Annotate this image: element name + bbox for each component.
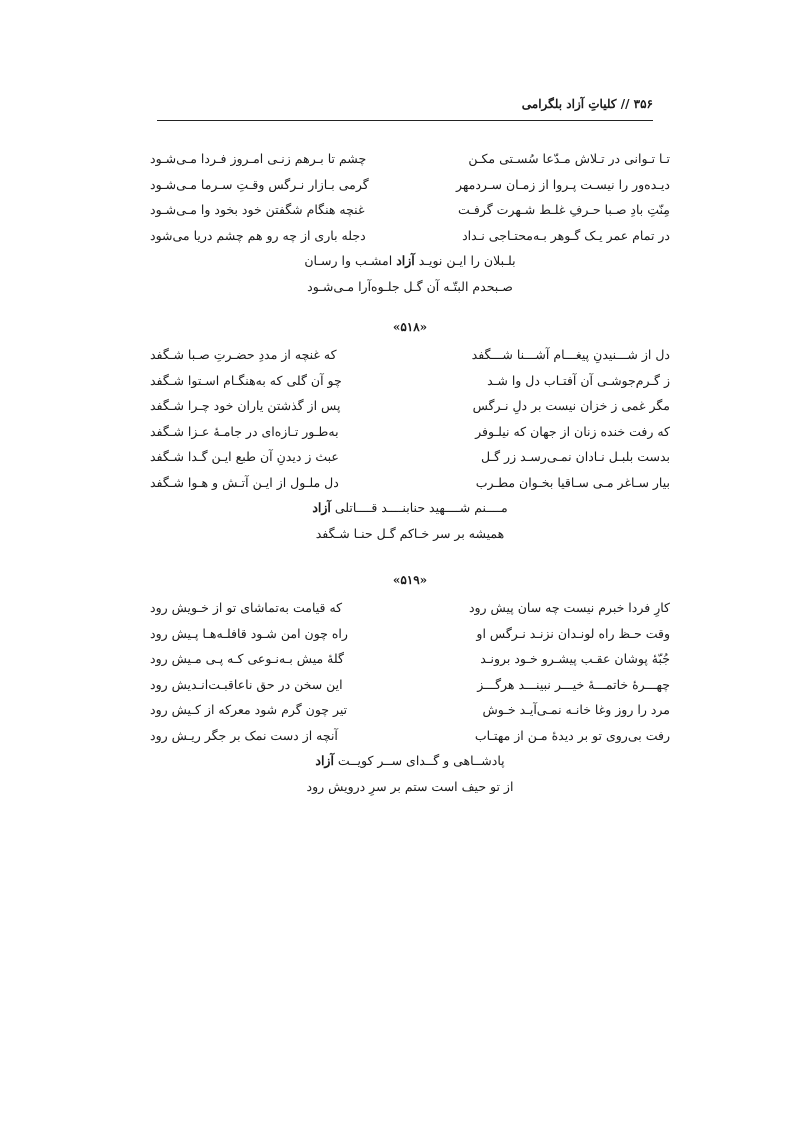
poem-519 bbox=[150, 595, 670, 799]
poem-number: «۵۱۸» bbox=[392, 320, 428, 334]
hemistich-second: تیر چون گرم شود معرکه از کـیش رود bbox=[150, 702, 348, 717]
couplet bbox=[150, 342, 670, 368]
hemistich-second: که قیامت به‌تماشای تو از خـویش رود bbox=[150, 600, 343, 615]
hemistich-first: ز گـرم‌جوشـی آن آفتـاب دل وا شـد bbox=[487, 372, 670, 388]
poet-name: آزاد bbox=[396, 253, 415, 268]
hemistich-first: بیار سـاغر مـی سـاقیا بخـوان مطـرب bbox=[475, 474, 670, 490]
couplet bbox=[150, 646, 670, 672]
hemistich-first: در تمام عمر یـک گـوهر بـه‌محتـاجی نـداد bbox=[462, 227, 670, 243]
closing-line: مــــنم شــــهید حنابنــــد قــــاتلی آزاد bbox=[312, 500, 508, 515]
closing-line: از تو حیف است ستم بر سرِ درویش رود bbox=[306, 778, 514, 794]
couplet bbox=[150, 672, 670, 698]
couplet bbox=[150, 621, 670, 647]
couplet bbox=[150, 368, 670, 394]
hemistich-first: مِنّتِ بادِ صـبا حـرفِ غلـط شـهرت گرفـت bbox=[457, 202, 670, 217]
couplet bbox=[150, 595, 670, 621]
book-title: کلیاتِ آزاد بلگرامی bbox=[521, 97, 617, 111]
hemistich-second: پس از گذشتن یاران خود چـرا شـگفد bbox=[150, 398, 341, 413]
couplet bbox=[150, 419, 670, 445]
hemistich-second: که غنچه از مددِ حضـرتِ صـبا شـگفد bbox=[150, 347, 337, 362]
header-separator: // bbox=[620, 97, 630, 111]
hemistich-first: کارِ فردا خبرم نیست چه سان پیش رود bbox=[468, 600, 670, 615]
hemistich-second: گرمی بـازار نـرگس وقـتِ سـرما مـی‌شـود bbox=[150, 176, 369, 192]
hemistich-first: چهـــرهٔ خاتمـــهٔ خیـــر نبینـــد هرگـــز bbox=[477, 676, 670, 692]
hemistich-second: چو آن گلی که به‌هنگـام اسـتوا شـگفد bbox=[150, 372, 342, 388]
header-rule bbox=[157, 120, 653, 121]
hemistich-second: غنچه هنگام شگفتن خود بخود وا مـی‌شـود bbox=[150, 202, 365, 217]
hemistich-first: مرد را روز وغا خانـه نمـی‌آیـد خـوش bbox=[482, 702, 670, 717]
couplet bbox=[150, 444, 670, 470]
hemistich-first: جُبّهٔ پوشان عقـب پیشـرو خـود برونـد bbox=[480, 651, 670, 666]
hemistich-second: به‌طـور تـازه‌ای در جامـهٔ عـزا شـگفد bbox=[150, 423, 339, 439]
poet-name: آزاد bbox=[312, 500, 331, 515]
hemistich-first: رفت بی‌روی تو بر دیدهٔ مـن از مهتـاب bbox=[474, 727, 670, 743]
couplet bbox=[150, 197, 670, 223]
closing-line: همیشه بر سر خـاکم گـل حنـا شـگفد bbox=[315, 525, 505, 541]
hemistich-second: این سخن در حق ناعاقبـت‌انـدیش رود bbox=[150, 676, 343, 692]
hemistich-first: وقت حـظ راه لونـدان نزنـد نـرگس او bbox=[476, 625, 670, 641]
poem-number: «۵۱۹» bbox=[392, 573, 428, 587]
couplet bbox=[150, 223, 670, 249]
page-header bbox=[157, 97, 653, 119]
hemistich-first: که رفت خنده زنان از جهان که نیلـوفر bbox=[475, 423, 670, 439]
closing-line: صـبحدم البتّـه آن گـل جلـوه‌آرا مـی‌شـود bbox=[307, 278, 513, 294]
closing-line: پادشــاهی و گــدای ســر کویــت آزاد bbox=[315, 753, 505, 768]
closing-line: بلـبلان را ایـن نویـد آزاد امشـب وا رسـان bbox=[304, 253, 516, 268]
hemistich-second: عبث ز دیدنِ آن طبع ایـن گـدا شـگفد bbox=[150, 449, 339, 464]
hemistich-first: تـا تـوانی در تـلاش مـدّعا سُسـتی مکـن bbox=[468, 151, 670, 166]
hemistich-first: بدست بلبـل نـادان نمـی‌رسـد زر گـل bbox=[480, 449, 670, 464]
couplet bbox=[150, 393, 670, 419]
page-number: ۳۵۶ bbox=[633, 97, 653, 111]
couplet bbox=[150, 146, 670, 172]
couplet bbox=[150, 470, 670, 496]
hemistich-second: دل ملـول از ایـن آتـش و هـوا شـگفد bbox=[150, 474, 339, 490]
hemistich-second: گلهٔ میش بـه‌نـوعی کـه پـی مـیش رود bbox=[150, 651, 344, 666]
hemistich-second: دجله باری از چه رو هم چشم دریا می‌شود bbox=[150, 227, 366, 243]
hemistich-first: دل از شـــنیدنِ پیغـــام آشـــنا شـــگفد bbox=[471, 347, 670, 362]
poem-continuation bbox=[150, 146, 670, 299]
poet-name: آزاد bbox=[315, 753, 334, 768]
couplet bbox=[150, 723, 670, 749]
couplet bbox=[150, 172, 670, 198]
hemistich-first: دیـده‌ور را نیسـت پـروا از زمـان سـردمهر bbox=[456, 176, 670, 192]
hemistich-first: مگر غمی ز خزان نیست بر دلِ نـرگس bbox=[472, 398, 670, 413]
couplet bbox=[150, 697, 670, 723]
hemistich-second: آنچه از دست نمک بر جگر ریـش رود bbox=[150, 727, 338, 743]
hemistich-second: چشم تا بـرهم زنـی امـروز فـردا مـی‌شـود bbox=[150, 151, 367, 166]
poem-518 bbox=[150, 342, 670, 546]
hemistich-second: راه چون امن شـود قافلـه‌هـا پـیش رود bbox=[150, 625, 348, 641]
